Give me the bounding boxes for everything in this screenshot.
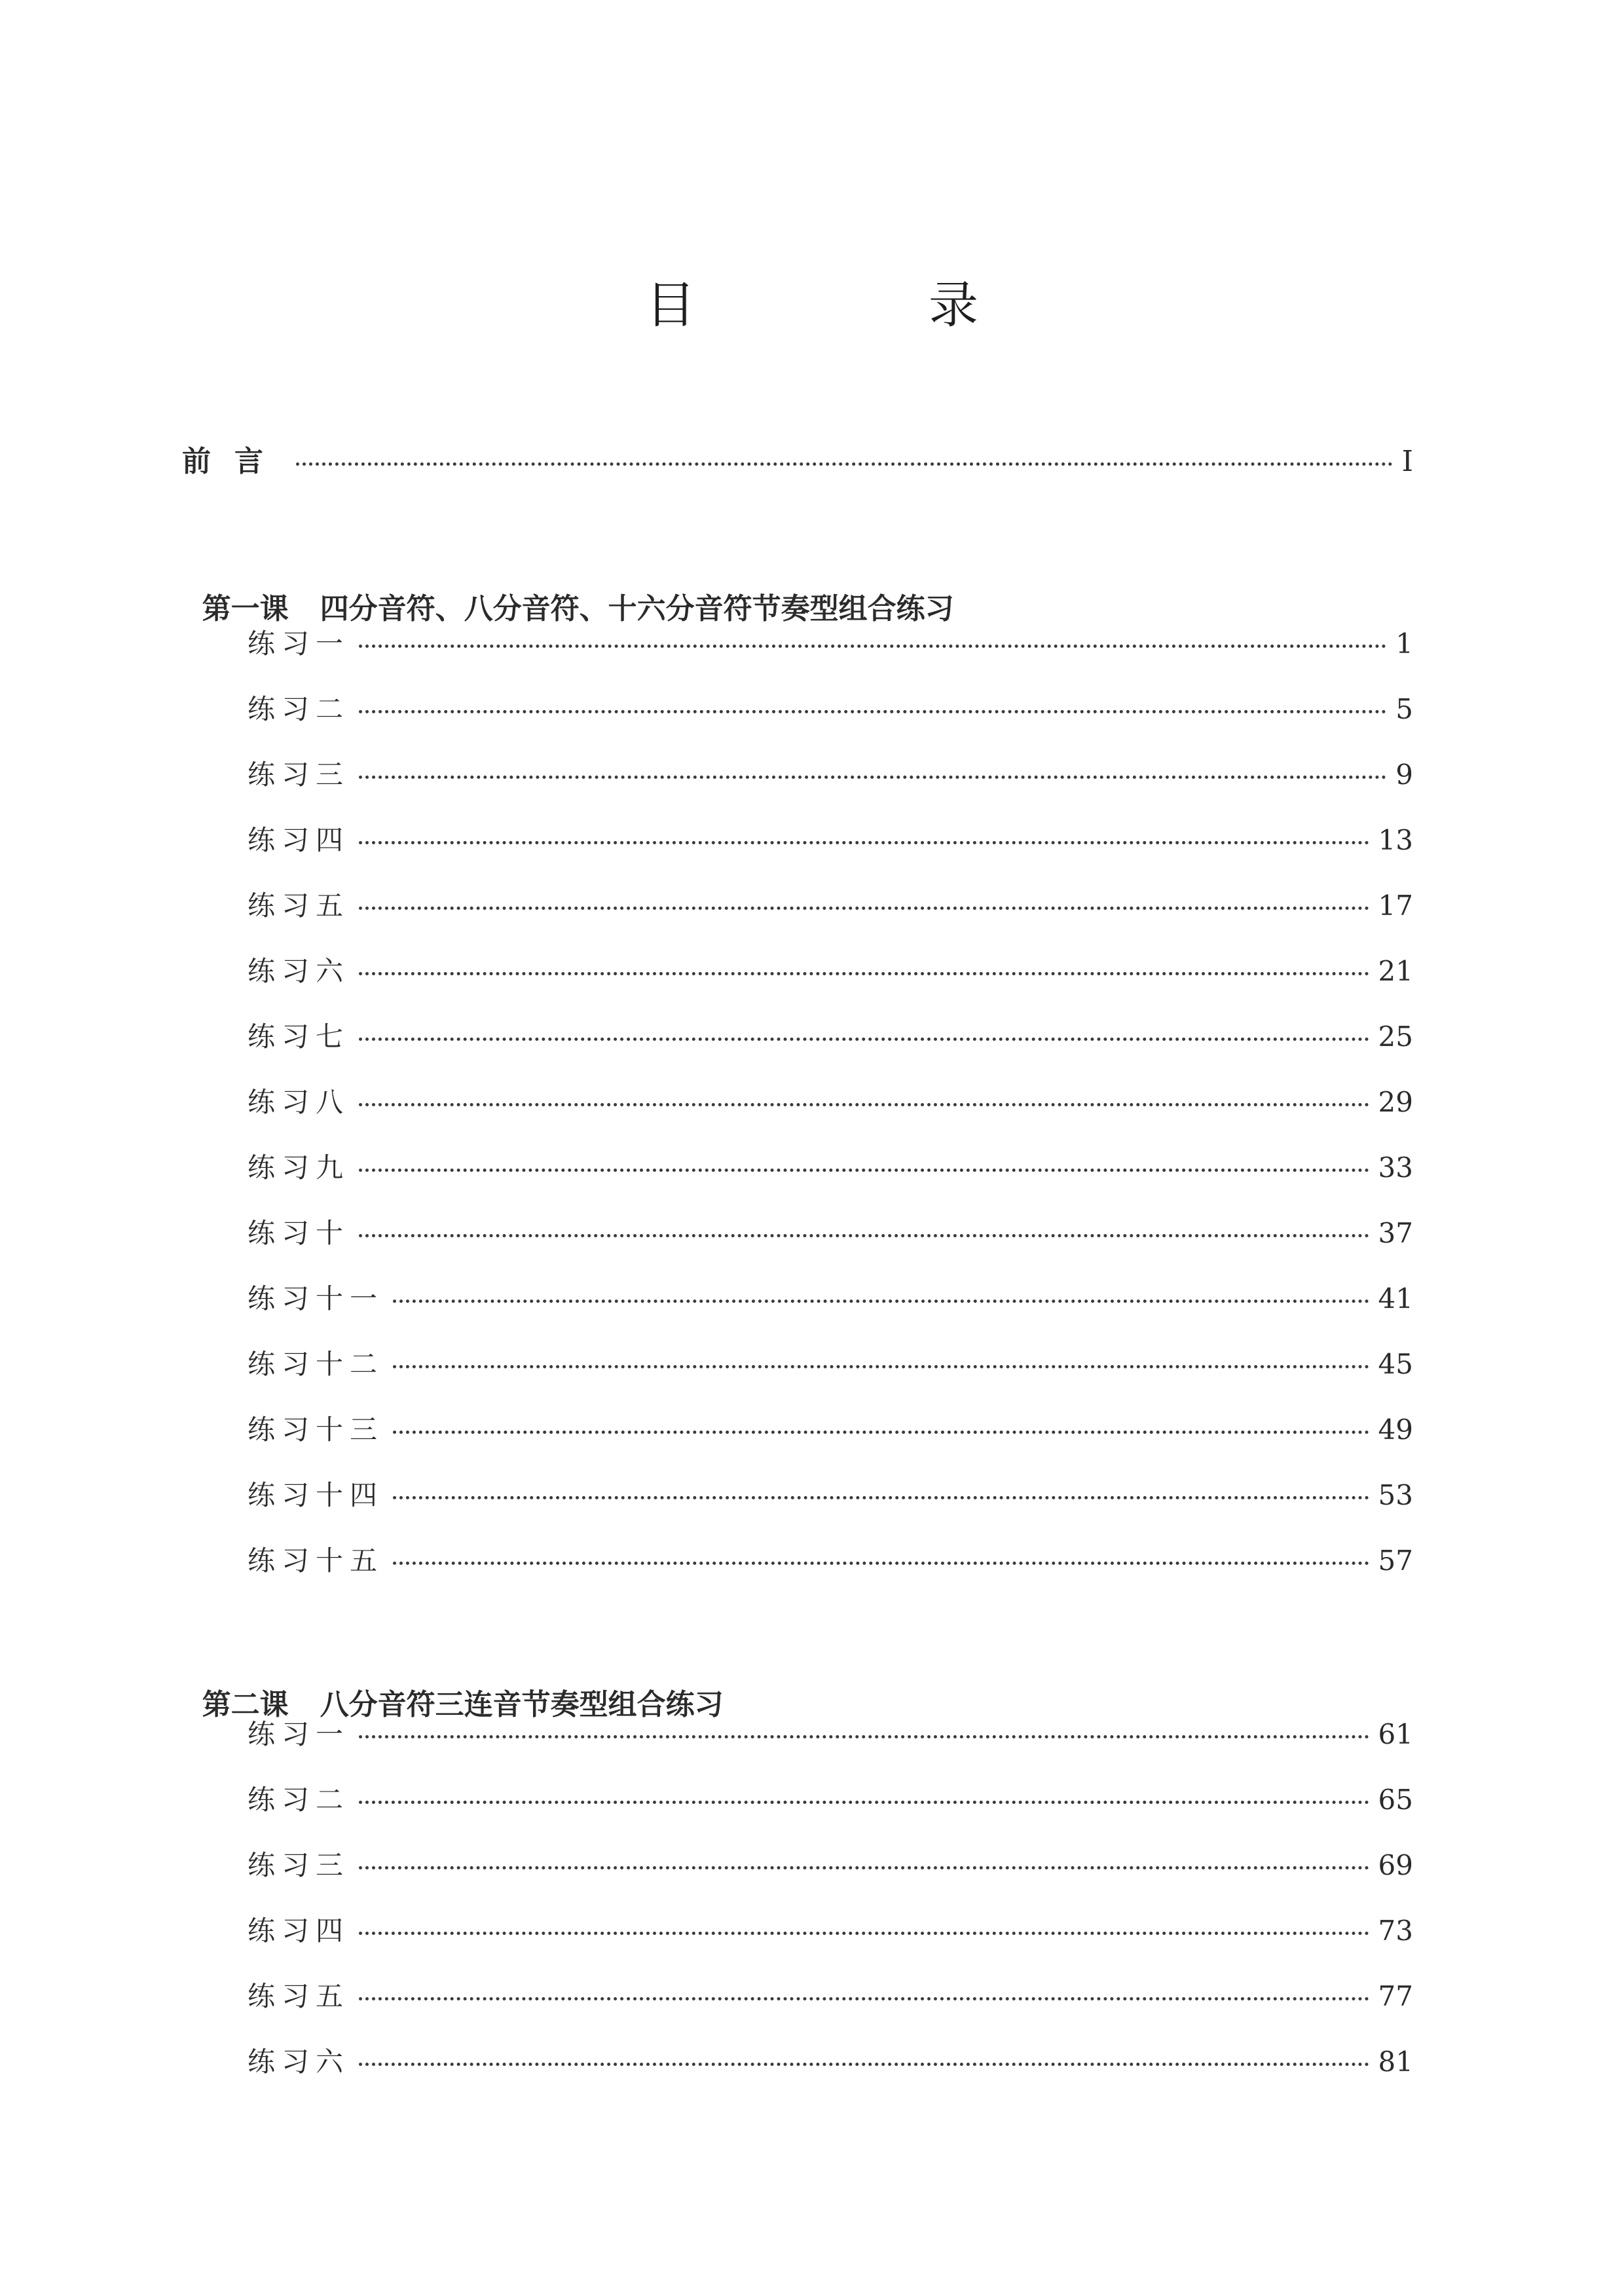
toc-entry-exercise[interactable] — [248, 1146, 1413, 1186]
toc-entry-label: 练习二 — [248, 693, 350, 725]
lesson-number: 第二课 — [202, 1688, 289, 1721]
lesson-title: 四分音符、八分音符、十六分音符节奏型组合练习 — [320, 592, 954, 626]
toc-entry-label: 练习十 — [248, 1217, 350, 1249]
toc-entry-label: 练习二 — [248, 1784, 350, 1816]
toc-entry-label: 前言 — [182, 445, 287, 478]
toc-entry-page: 17 — [1378, 890, 1413, 922]
toc-entry-label: 练习十一 — [248, 1283, 384, 1315]
toc-entry-exercise[interactable] — [248, 622, 1413, 662]
toc-entry-page: 5 — [1395, 693, 1413, 725]
lesson-heading-1[interactable] — [182, 552, 954, 627]
dot-leader — [393, 1413, 1369, 1439]
toc-entry-exercise[interactable] — [248, 1844, 1413, 1883]
dot-leader — [359, 954, 1369, 981]
toc-entry-exercise[interactable] — [248, 688, 1413, 727]
lesson-heading-2[interactable] — [182, 1647, 724, 1723]
toc-entry-label: 练习一 — [248, 628, 350, 660]
dot-leader — [359, 1783, 1369, 1809]
dot-leader — [359, 2045, 1369, 2071]
toc-entry-label: 练习四 — [248, 1915, 350, 1947]
toc-entry-label: 练习五 — [248, 1980, 350, 2012]
toc-entry-page: 33 — [1378, 1152, 1413, 1184]
dot-leader — [359, 1717, 1369, 1744]
toc-entry-label: 练习三 — [248, 759, 350, 791]
toc-entry-page: 77 — [1378, 1980, 1413, 2012]
toc-entry-exercise[interactable] — [248, 1015, 1413, 1055]
toc-entry-exercise[interactable] — [248, 1081, 1413, 1120]
toc-entry-exercise[interactable] — [248, 1212, 1413, 1251]
toc-entry-exercise[interactable] — [248, 1778, 1413, 1818]
toc-entry-exercise[interactable] — [248, 1343, 1413, 1382]
toc-entry-label: 练习八 — [248, 1086, 350, 1118]
toc-entry-page: 21 — [1378, 955, 1413, 987]
toc-entry-page: 65 — [1378, 1784, 1413, 1816]
toc-entry-label: 练习七 — [248, 1021, 350, 1053]
toc-entry-page: I — [1401, 445, 1413, 478]
dot-leader — [393, 1282, 1369, 1308]
toc-entry-label: 练习五 — [248, 890, 350, 922]
toc-entry-page: 61 — [1378, 1718, 1413, 1750]
lesson-title: 八分音符三连音节奏型组合练习 — [320, 1688, 724, 1721]
toc-entry-page: 57 — [1378, 1545, 1413, 1577]
dot-leader — [359, 758, 1386, 784]
toc-entry-page: 9 — [1395, 759, 1413, 791]
toc-entry-exercise[interactable] — [248, 1474, 1413, 1513]
toc-entry-page: 49 — [1378, 1414, 1413, 1446]
toc-entry-exercise[interactable] — [248, 1909, 1413, 1949]
dot-leader — [359, 627, 1386, 653]
toc-entry-label: 练习六 — [248, 2046, 350, 2078]
toc-entry-page: 29 — [1378, 1086, 1413, 1118]
toc-entry-label: 练习四 — [248, 824, 350, 856]
page-title: 目 录 — [646, 276, 1070, 334]
toc-entry-label: 练习一 — [248, 1718, 350, 1750]
toc-entry-page: 37 — [1378, 1217, 1413, 1249]
toc-entry-preface[interactable] — [182, 438, 1413, 477]
toc-entry-page: 81 — [1378, 2046, 1413, 2078]
toc-entry-exercise[interactable] — [248, 1408, 1413, 1448]
toc-entry-exercise[interactable] — [248, 819, 1413, 858]
toc-entry-exercise[interactable] — [248, 2040, 1413, 2080]
toc-entry-label: 练习九 — [248, 1152, 350, 1184]
toc-entry-exercise[interactable] — [248, 950, 1413, 989]
toc-entry-page: 69 — [1378, 1849, 1413, 1881]
dot-leader — [359, 1216, 1369, 1243]
toc-entry-page: 1 — [1395, 628, 1413, 660]
dot-leader — [393, 1544, 1369, 1570]
toc-entry-page: 41 — [1378, 1283, 1413, 1315]
toc-entry-exercise[interactable] — [248, 1713, 1413, 1752]
dot-leader — [359, 823, 1369, 850]
toc-entry-label: 练习六 — [248, 955, 350, 987]
dot-leader — [359, 692, 1386, 719]
dot-leader — [359, 889, 1369, 915]
toc-entry-exercise[interactable] — [248, 753, 1413, 793]
dot-leader — [359, 1979, 1369, 2006]
dot-leader — [359, 1151, 1369, 1177]
dot-leader — [393, 1478, 1369, 1505]
toc-entry-label: 练习十五 — [248, 1545, 384, 1577]
dot-leader — [296, 445, 1393, 471]
toc-entry-page: 13 — [1378, 824, 1413, 856]
toc-entry-exercise[interactable] — [248, 1975, 1413, 2014]
toc-entry-label: 练习十三 — [248, 1414, 384, 1446]
dot-leader — [359, 1020, 1369, 1046]
toc-entry-label: 练习十二 — [248, 1348, 384, 1380]
toc-entry-page: 73 — [1378, 1915, 1413, 1947]
dot-leader — [359, 1085, 1369, 1112]
toc-entry-exercise[interactable] — [248, 1539, 1413, 1579]
toc-entry-exercise[interactable] — [248, 1277, 1413, 1317]
dot-leader — [393, 1347, 1369, 1374]
toc-entry-label: 练习三 — [248, 1849, 350, 1881]
toc-entry-page: 45 — [1378, 1348, 1413, 1380]
toc-entry-page: 25 — [1378, 1021, 1413, 1053]
dot-leader — [359, 1848, 1369, 1875]
toc-entry-exercise[interactable] — [248, 884, 1413, 924]
toc-entry-label: 练习十四 — [248, 1479, 384, 1511]
dot-leader — [359, 1914, 1369, 1940]
toc-entry-page: 53 — [1378, 1479, 1413, 1511]
lesson-number: 第一课 — [202, 592, 289, 626]
